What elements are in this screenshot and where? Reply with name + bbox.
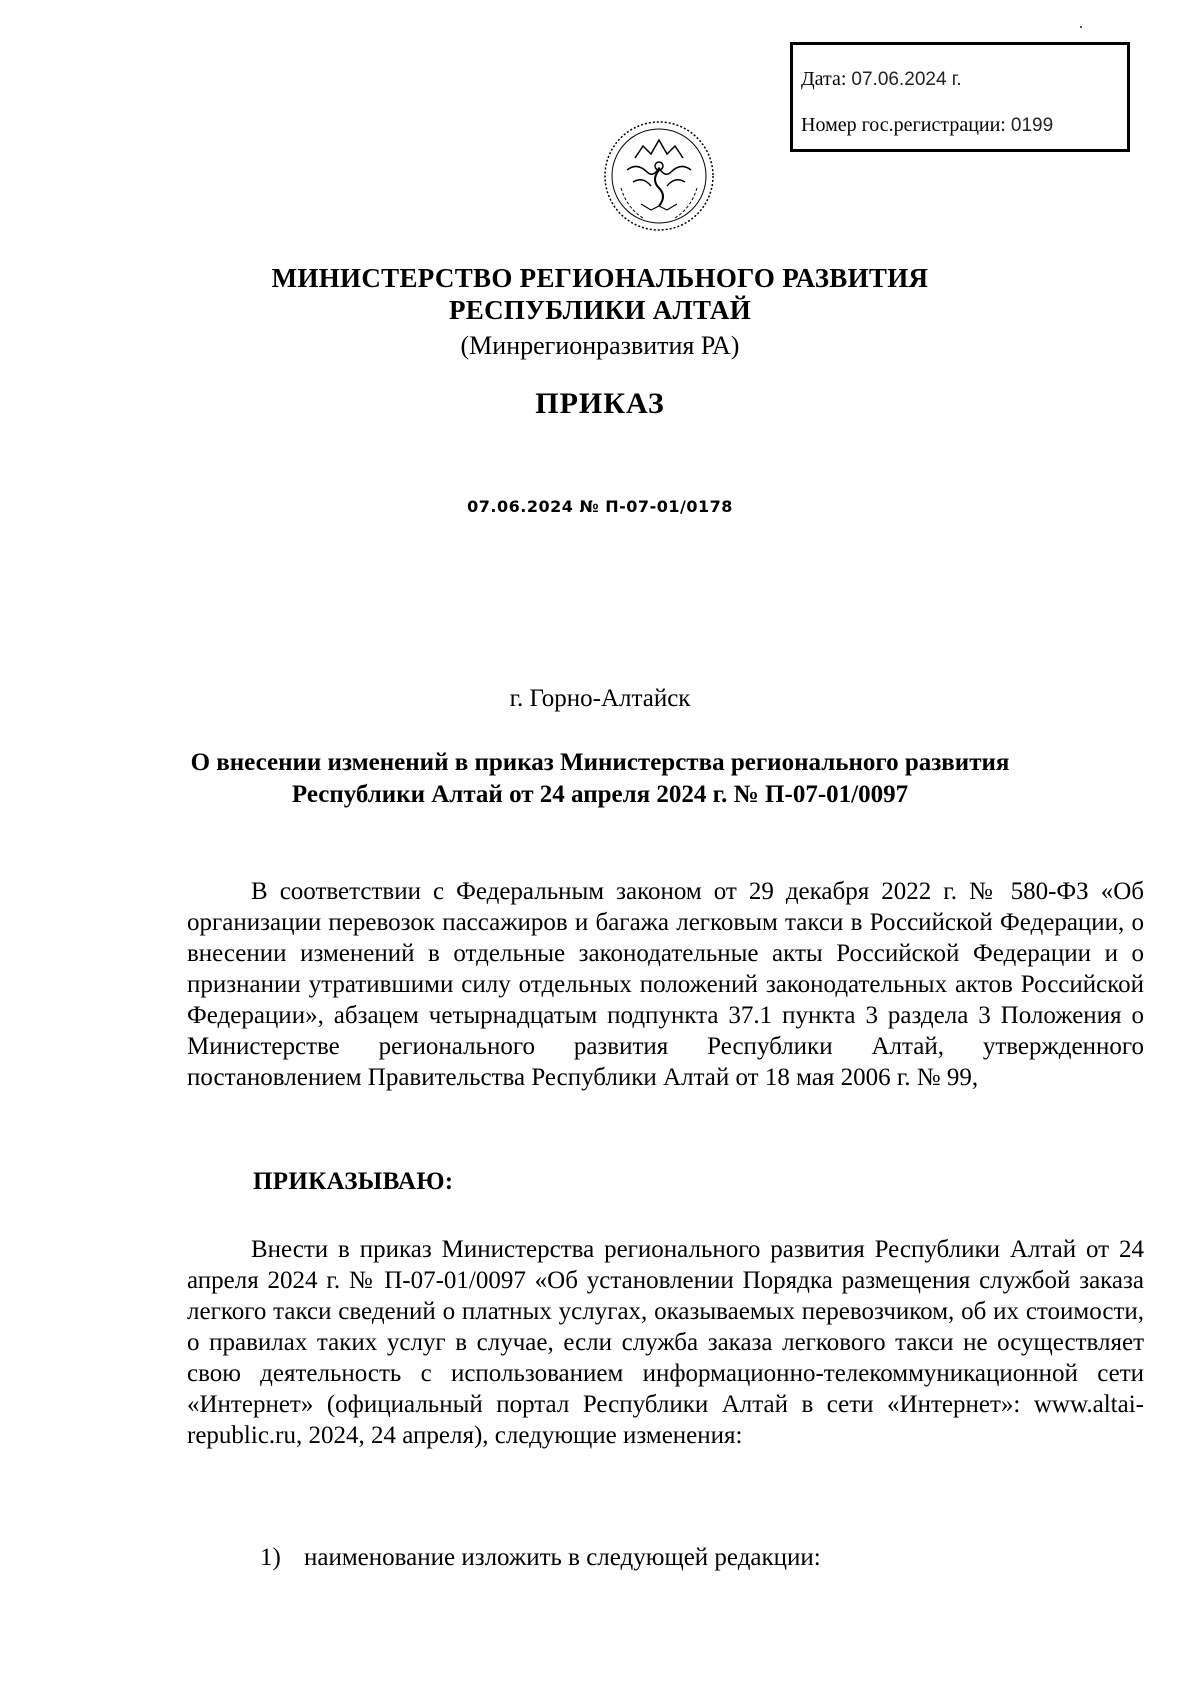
ministry-abbreviation: (Минрегионразвития РА) [460,331,740,360]
registration-date-value: 07.06.2024 г. [851,69,962,90]
decree-heading: ПРИКАЗЫВАЮ: [253,1168,454,1195]
ministry-name-line2: РЕСПУБЛИКИ АЛТАЙ [448,295,752,325]
list-item-number: 1) [260,1544,281,1571]
coat-of-arms-emblem [597,118,721,234]
list-item-text: наименование изложить в следующей редакции: [304,1544,821,1571]
city-name: г. Горно-Алтайск [509,685,691,712]
list-item [260,1542,821,1573]
order-subject-line1: О внесении изменений в приказ Министерства регионального развития [190,749,1010,776]
document-type-title: ПРИКАЗ [535,387,665,420]
registration-stamp [790,42,1130,152]
order-subject-line2: Республики Алтай от 24 апреля 2024 г. № П-07-01/0097 [291,781,909,808]
order-subject [0,747,1200,811]
registration-number-value: 0199 [1010,115,1054,136]
registration-date-label: Дата: [801,68,847,90]
registration-date-line [801,59,1127,105]
order-number: 07.06.2024 № П-07-01/0178 [467,497,733,516]
ministry-name-line1: МИНИСТЕРСТВО РЕГИОНАЛЬНОГО РАЗВИТИЯ [271,263,929,293]
registration-number-label: Номер гос.регистрации: [801,114,1006,136]
scan-artifact [1080,26,1082,28]
ministry-name [0,262,1200,326]
registration-number-line [801,105,1127,151]
preamble-paragraph: В соответствии с Федеральным законом от 29 декабря 2022 г. № 580-ФЗ «Об организации перевозок пассажиров и багажа легковым такси в Российской Федерации, о внесении изменений в отдельные законодательные акты Российской Федерации и о признании утратившими силу отдельных положений законодательных актов Российской Федерации», абзацем четырнадцатым подпункта 37.1 пункта 3 раздела 3 Положения о Министерстве регионального развития Республики Алтай, утвержденного постановлением Правительства Республики Алтай от 18 мая 2006 г. № 99, [187,878,1144,1091]
main-paragraph: Внести в приказ Министерства регионального развития Республики Алтай от 24 апреля 2024 г. № П-07-01/0097 «Об установлении Порядка размещения службой заказа легкого такси сведений о платных услугах, оказываемых перевозчиком, об их стоимости, о правилах таких услуг в случае, если служба заказа легкового такси не осуществляет свою деятельность с использованием информационно-телекоммуникационной сети «Интернет» (официальный портал Республики Алтай в сети «Интернет»: www.altai-republic.ru, 2024, 24 апреля), следующие изменения: [187,1236,1144,1449]
